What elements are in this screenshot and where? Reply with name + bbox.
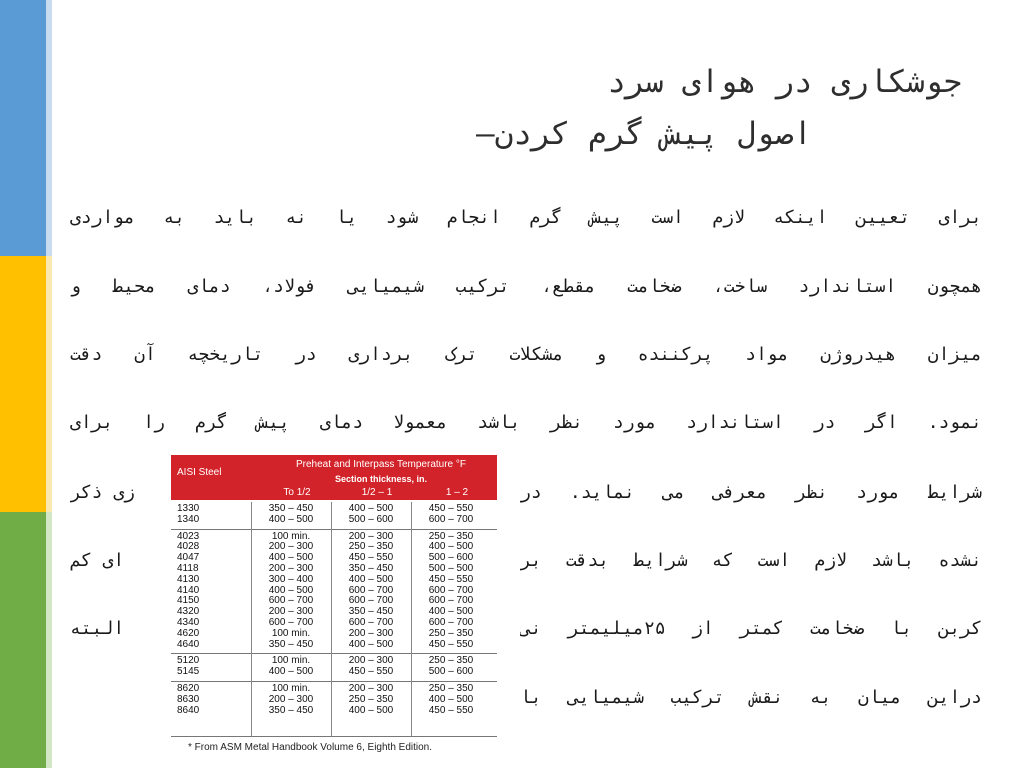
cell-temperature: 450 – 550: [428, 573, 474, 585]
cell-temperature: 600 – 700: [428, 595, 474, 607]
body-fragment-1: زی ذکر: [70, 482, 136, 503]
cell-temperature: 500 – 600: [428, 552, 474, 564]
table-row: [171, 575, 497, 586]
table-footnote: * From ASM Metal Handbook Volume 6, Eighth Edition.: [188, 742, 433, 753]
body-fragment-2: ای کم: [70, 550, 125, 571]
cell-temperature: 500 – 500: [428, 562, 474, 574]
table-bottom-rule: [171, 736, 497, 737]
cell-temperature: 250 – 350: [348, 541, 394, 553]
table-body: [171, 502, 497, 719]
table-row-group: [171, 681, 497, 719]
cell-temperature: 400 – 500: [428, 693, 474, 705]
header-col-3: 1 – 2: [445, 487, 469, 498]
cell-temperature: 400 – 500: [268, 584, 314, 596]
cell-steel-grade: 8620: [177, 682, 200, 694]
cell-temperature: 400 – 500: [348, 704, 394, 716]
cell-temperature: 350 – 450: [348, 606, 394, 618]
cell-temperature: 200 – 300: [268, 606, 314, 618]
cell-temperature: 100 min.: [271, 530, 311, 542]
cell-temperature: 400 – 500: [268, 666, 314, 678]
cell-steel-grade: 4130: [177, 573, 200, 585]
cell-temperature: 250 – 350: [428, 655, 474, 667]
body-line-6: نشده باشد لازم است که شرایط بدقت بر: [520, 550, 982, 571]
body-line-5: شرایط مورد نظر معرفی می نماید. در: [520, 482, 982, 503]
header-section-thickness: Section thickness, in.: [334, 474, 428, 484]
cell-temperature: 600 – 700: [428, 616, 474, 628]
table-row: [171, 706, 497, 717]
header-aisi-steel: AISI Steel: [177, 467, 222, 478]
cell-temperature: 600 – 700: [268, 616, 314, 628]
cell-temperature: 600 – 700: [428, 513, 474, 525]
stripe-yellow: [0, 256, 46, 512]
title-line-2: اصول پیش گرم کردن–: [476, 116, 812, 152]
table-header: [171, 455, 497, 500]
cell-temperature: 400 – 500: [428, 606, 474, 618]
table-row-group: [171, 529, 497, 654]
cell-temperature: 100 min.: [271, 682, 311, 694]
table-divider-2: [331, 502, 332, 736]
preheat-table: [168, 452, 510, 760]
cell-temperature: 350 – 450: [348, 562, 394, 574]
title-line-1: جوشکاری در هوای سرد: [607, 64, 962, 100]
cell-temperature: 200 – 300: [348, 655, 394, 667]
cell-steel-grade: 4047: [177, 552, 200, 564]
cell-temperature: 400 – 500: [268, 513, 314, 525]
table-row: [171, 629, 497, 640]
cell-steel-grade: 4028: [177, 541, 200, 553]
stripe-blue: [0, 0, 46, 256]
cell-steel-grade: 4150: [177, 595, 200, 607]
cell-steel-grade: 4140: [177, 584, 200, 596]
body-line-3: میزان هیدروژن مواد پرکننده و مشکلات ترک برداری در تاریخچه آن دقت: [70, 344, 982, 365]
cell-temperature: 100 min.: [271, 655, 311, 667]
table-divider-3: [411, 502, 412, 736]
body-line-4: نمود. اگر در استاندارد مورد نظر باشد معمولا دمای پیش گرم را برای: [70, 412, 982, 433]
stripe-shadow-yellow: [46, 256, 52, 512]
stripe-shadow-blue: [46, 0, 52, 256]
cell-steel-grade: 1340: [177, 513, 200, 525]
table-row: [171, 695, 497, 706]
cell-temperature: 350 – 450: [268, 704, 314, 716]
body-line-2: همچون استاندارد ساخت، ضخامت مقطع، ترکیب شیمیایی فولاد، دمای محیط و: [70, 276, 982, 297]
cell-temperature: 250 – 350: [428, 627, 474, 639]
cell-temperature: 600 – 700: [348, 584, 394, 596]
table-row: [171, 515, 497, 526]
body-line-7: کربن با ضخامت کمتر از ۲۵میلیمتر نی: [520, 618, 982, 639]
body-fragment-3: البته: [70, 618, 125, 639]
table-row-group: [171, 653, 497, 681]
table-divider-1: [251, 502, 252, 736]
cell-temperature: 250 – 350: [428, 530, 474, 542]
cell-temperature: 400 – 500: [428, 541, 474, 553]
table-row: [171, 640, 497, 651]
cell-temperature: 450 – 550: [348, 666, 394, 678]
cell-temperature: 350 – 450: [268, 638, 314, 650]
cell-steel-grade: 4118: [177, 562, 199, 574]
header-preheat: Preheat and Interpass Temperature °F: [295, 459, 467, 470]
body-line-1: برای تعیین اینکه لازم است پیش گرم انجام شود یا نه باید به مواردی: [70, 207, 982, 228]
cell-steel-grade: 5120: [177, 655, 200, 667]
cell-temperature: 200 – 300: [268, 693, 314, 705]
cell-steel-grade: 4320: [177, 606, 200, 618]
slide-title: [162, 56, 962, 160]
table-row-group: [171, 502, 497, 529]
cell-temperature: 600 – 700: [348, 616, 394, 628]
cell-temperature: 200 – 300: [348, 530, 394, 542]
cell-temperature: 250 – 350: [428, 682, 474, 694]
cell-steel-grade: 4340: [177, 616, 200, 628]
cell-temperature: 200 – 300: [268, 562, 314, 574]
header-col-1: To 1/2: [283, 487, 311, 498]
cell-temperature: 200 – 300: [348, 627, 394, 639]
cell-temperature: 200 – 300: [268, 541, 314, 553]
cell-steel-grade: 8640: [177, 704, 200, 716]
cell-temperature: 300 – 400: [268, 573, 314, 585]
cell-temperature: 600 – 700: [348, 595, 394, 607]
cell-temperature: 500 – 600: [428, 666, 474, 678]
cell-temperature: 450 – 550: [428, 638, 474, 650]
cell-temperature: 600 – 700: [428, 584, 474, 596]
cell-temperature: 450 – 550: [348, 552, 394, 564]
cell-temperature: 400 – 500: [348, 638, 394, 650]
cell-temperature: 250 – 350: [348, 693, 394, 705]
cell-temperature: 100 min.: [271, 627, 311, 639]
cell-steel-grade: 8630: [177, 693, 200, 705]
cell-temperature: 400 – 500: [268, 552, 314, 564]
cell-steel-grade: 4640: [177, 638, 200, 650]
cell-temperature: 600 – 700: [268, 595, 314, 607]
cell-temperature: 450 – 550: [428, 704, 474, 716]
cell-temperature: 450 – 550: [428, 503, 474, 514]
stripe-green: [0, 512, 46, 768]
cell-temperature: 350 – 450: [268, 503, 314, 514]
cell-steel-grade: 5145: [177, 666, 200, 678]
cell-temperature: 400 – 500: [348, 503, 394, 514]
cell-temperature: 500 – 600: [348, 513, 394, 525]
cell-temperature: 400 – 500: [348, 573, 394, 585]
cell-steel-grade: 4023: [177, 530, 200, 542]
body-line-8: دراین میان به نقش ترکیب شیمیایی با: [520, 687, 982, 708]
table-row: [171, 667, 497, 678]
cell-temperature: 200 – 300: [348, 682, 394, 694]
stripe-shadow-green: [46, 512, 52, 768]
header-col-2: 1/2 – 1: [361, 487, 393, 498]
cell-steel-grade: 4620: [177, 627, 200, 639]
cell-steel-grade: 1330: [177, 503, 200, 514]
